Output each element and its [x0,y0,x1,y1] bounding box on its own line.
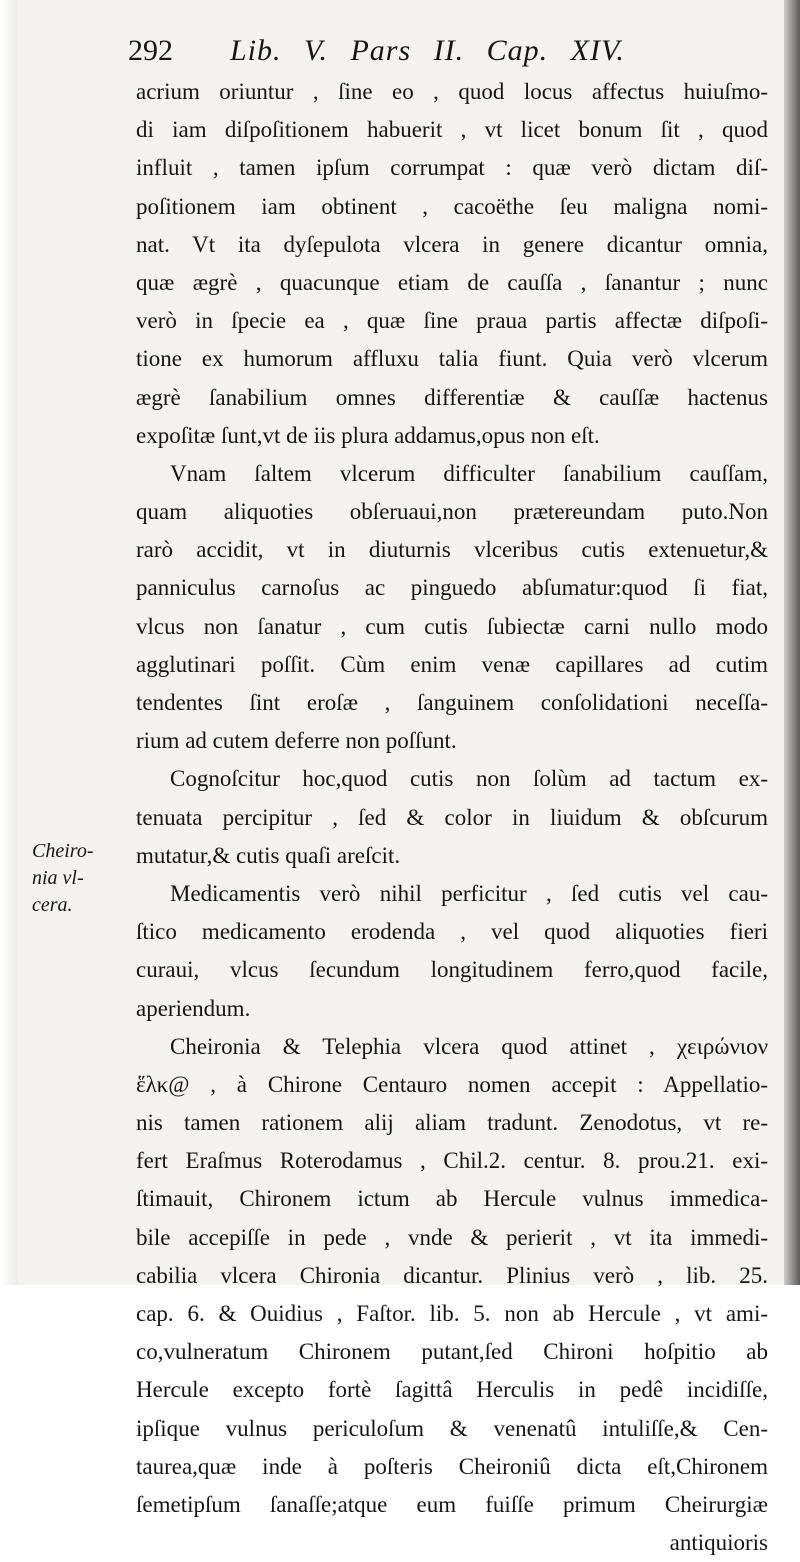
text-line: ægrè ſanabilium omnes differentiæ & cauſſæ hactenus [136,384,768,410]
text-line: curaui, vlcus ſecundum longitudinem ferro,quod facile, [136,957,768,983]
margin-note [32,838,122,919]
text-line: tione ex humorum affluxu talia fiunt. Quia verò vlcerum [136,346,768,372]
text-line: aperiendum. [136,995,251,1021]
text-line: quam aliquoties obſeruaui,non prætereundam puto.Non [136,499,768,525]
text-line: rarò accidit, vt in diuturnis vlceribus cutis extenuetur,& [136,537,768,563]
text-line: influit , tamen ipſum corrumpat : quæ verò dictam diſ- [136,155,768,181]
text-line: fert Eraſmus Roterodamus , Chil.2. centur. 8. prou.21. exi- [136,1148,768,1174]
text-line: ſemetipſum ſanaſſe;atque eum fuiſſe primum Cheirurgiæ [136,1491,768,1517]
text-line: panniculus carnoſus ac pinguedo abſumatur:quod ſi fiat, [136,575,768,601]
body-text [136,73,768,1562]
text-line: poſitionem iam obtinent , cacoëthe ſeu maligna nomi- [136,193,768,219]
text-line: cap. 6. & Ouidius , Faſtor. lib. 5. non ab Hercule , vt ami- [136,1301,768,1326]
text-line: tendentes ſint eroſæ , ſanguinem conſolidationi neceſſa- [136,690,768,715]
text-line: ipſique vulnus periculoſum & venenatû intuliſſe,& Cen- [136,1415,768,1441]
margin-note-line: nia vl- [32,867,84,889]
margin-note-line: cera. [32,894,73,916]
text-line: nat. Vt ita dyſepulota vlcera in genere dicantur omnia, [136,231,768,257]
text-line: agglutinari poſſit. Cùm enim venæ capillares ad cutim [136,651,768,677]
text-line: cabilia vlcera Chironia dicantur. Plinius verò , lib. 25. [136,1262,768,1288]
margin-note-line: Cheiro- [32,840,94,862]
text-line: tenuata percipitur , ſed & color in liuidum & obſcurum [136,804,768,830]
text-line: antiquioris [669,1530,768,1556]
page-header [128,34,768,76]
text-line: nis tamen rationem alij aliam tradunt. Zenodotus, vt re- [136,1110,768,1136]
text-line: vlcus non ſanatur , cum cutis ſubiectæ carni nullo modo [136,613,768,639]
text-line: ſtimauit, Chironem ictum ab Hercule vulnus immedica- [136,1186,768,1212]
page-number: 292 [128,34,173,67]
text-line: bile accepiſſe in pede , vnde & perierit , vt ita immedi- [136,1224,768,1250]
text-line: di iam diſpoſitionem habuerit , vt licet bonum ſit , quod [136,117,768,143]
text-line: rium ad cutem deferre non poſſunt. [136,728,457,754]
text-line: Vnam ſaltem vlcerum difficulter ſanabilium cauſſam, [170,460,768,486]
running-head: Lib. V. Pars II. Cap. XIV. [230,34,625,67]
text-line: co,vulneratum Chironem putant,ſed Chironi hoſpitio ab [136,1339,768,1365]
text-line: Cognoſcitur hoc,quod cutis non ſolùm ad tactum ex- [170,766,768,792]
text-line: taurea,quæ inde à poſteris Cheironiû dicta eſt,Chironem [136,1453,768,1479]
text-line: acrium oriuntur , ſine eo , quod locus affectus huiuſmo- [136,79,768,104]
text-line: ἕλκ@ , à Chirone Centauro nomen accepit : Appellatio- [136,1071,768,1097]
text-line: mutatur,& cutis quaſi areſcit. [136,842,401,868]
text-line: ſtico medicamento erodenda , vel quod aliquoties fieri [136,919,768,945]
text-line: expoſitæ ſunt,vt de iis plura addamus,opus non eſt. [136,422,600,448]
text-line: quæ ægrè , quacunque etiam de cauſſa , ſanantur ; nunc [136,269,768,295]
text-line: Medicamentis verò nihil perficitur , ſed cutis vel cau- [170,880,768,906]
text-line: verò in ſpecie ea , quæ ſine praua partis affectæ diſpoſi- [136,308,768,334]
text-line: Cheironia & Telephia vlcera quod attinet , χειρώνιον [170,1033,768,1059]
text-line: Hercule excepto fortè ſagittâ Herculis in pedê incidiſſe, [136,1377,768,1403]
